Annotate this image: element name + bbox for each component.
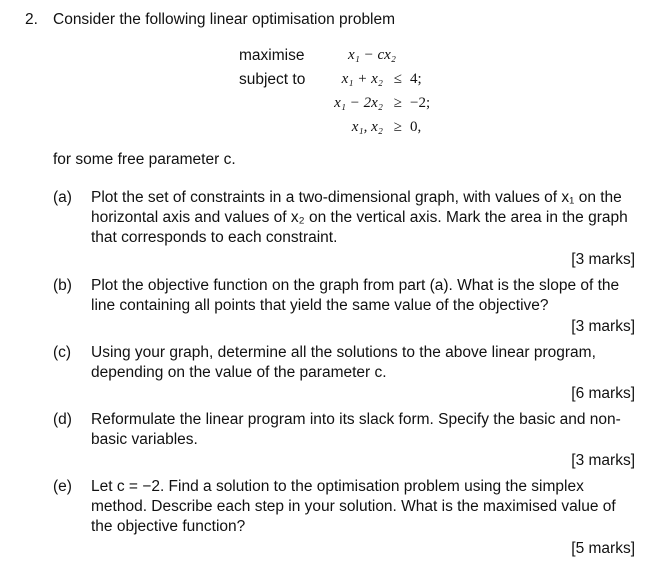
constraint-3-rel: ≥ <box>393 119 402 135</box>
constraint-2-lhs: x₁ − 2x₂ <box>334 95 383 111</box>
maximise-label: maximise <box>239 47 305 64</box>
free-parameter-text: for some free parameter c. <box>53 151 236 168</box>
constraint-2-rel: ≥ <box>393 95 402 111</box>
part-c-label: (c) <box>53 344 72 361</box>
constraint-3-lhs: x₁, x₂ <box>351 119 383 135</box>
subject-to-label: subject to <box>239 71 306 88</box>
part-e-text: Let c = −2. Find a solution to the optimisation problem using the simplex method. Describe each step in your solution. What is the maximised value of the objective function? <box>91 478 616 535</box>
question-intro: Consider the following linear optimisation problem <box>53 11 396 28</box>
part-b-marks: [3 marks] <box>571 318 635 335</box>
constraint-2-rhs: −2; <box>410 95 431 111</box>
part-d-marks: [3 marks] <box>571 452 635 469</box>
part-c-marks: [6 marks] <box>571 385 635 402</box>
constraint-1-rel: ≤ <box>393 71 402 87</box>
part-e-label: (e) <box>53 478 72 495</box>
part-a-text: Plot the set of constraints in a two-dimensional graph, with values of x₁ on the horizontal axis and values of x₂ on the vertical axis. Mark the area in the graph that corresponds to each constraint. <box>91 189 628 246</box>
constraint-1-rhs: 4; <box>410 71 422 87</box>
part-c-text: Using your graph, determine all the solutions to the above linear program, depending on the value of the parameter c. <box>91 344 596 381</box>
part-a-label: (a) <box>53 189 72 206</box>
part-d-label: (d) <box>53 411 72 428</box>
part-e-marks: [5 marks] <box>571 540 635 557</box>
part-b-text: Plot the objective function on the graph from part (a). What is the slope of the line containing all points that yield the same value of the objective? <box>91 277 620 314</box>
part-a-marks: [3 marks] <box>571 251 635 268</box>
constraint-1-lhs: x₁ + x₂ <box>341 71 383 87</box>
objective-expression: x₁ − cx₂ <box>348 47 397 63</box>
constraint-3-rhs: 0, <box>410 119 422 135</box>
part-b-label: (b) <box>53 277 72 294</box>
part-d-text: Reformulate the linear program into its slack form. Specify the basic and non-basic variables. <box>91 411 621 448</box>
question-number: 2. <box>25 11 38 28</box>
